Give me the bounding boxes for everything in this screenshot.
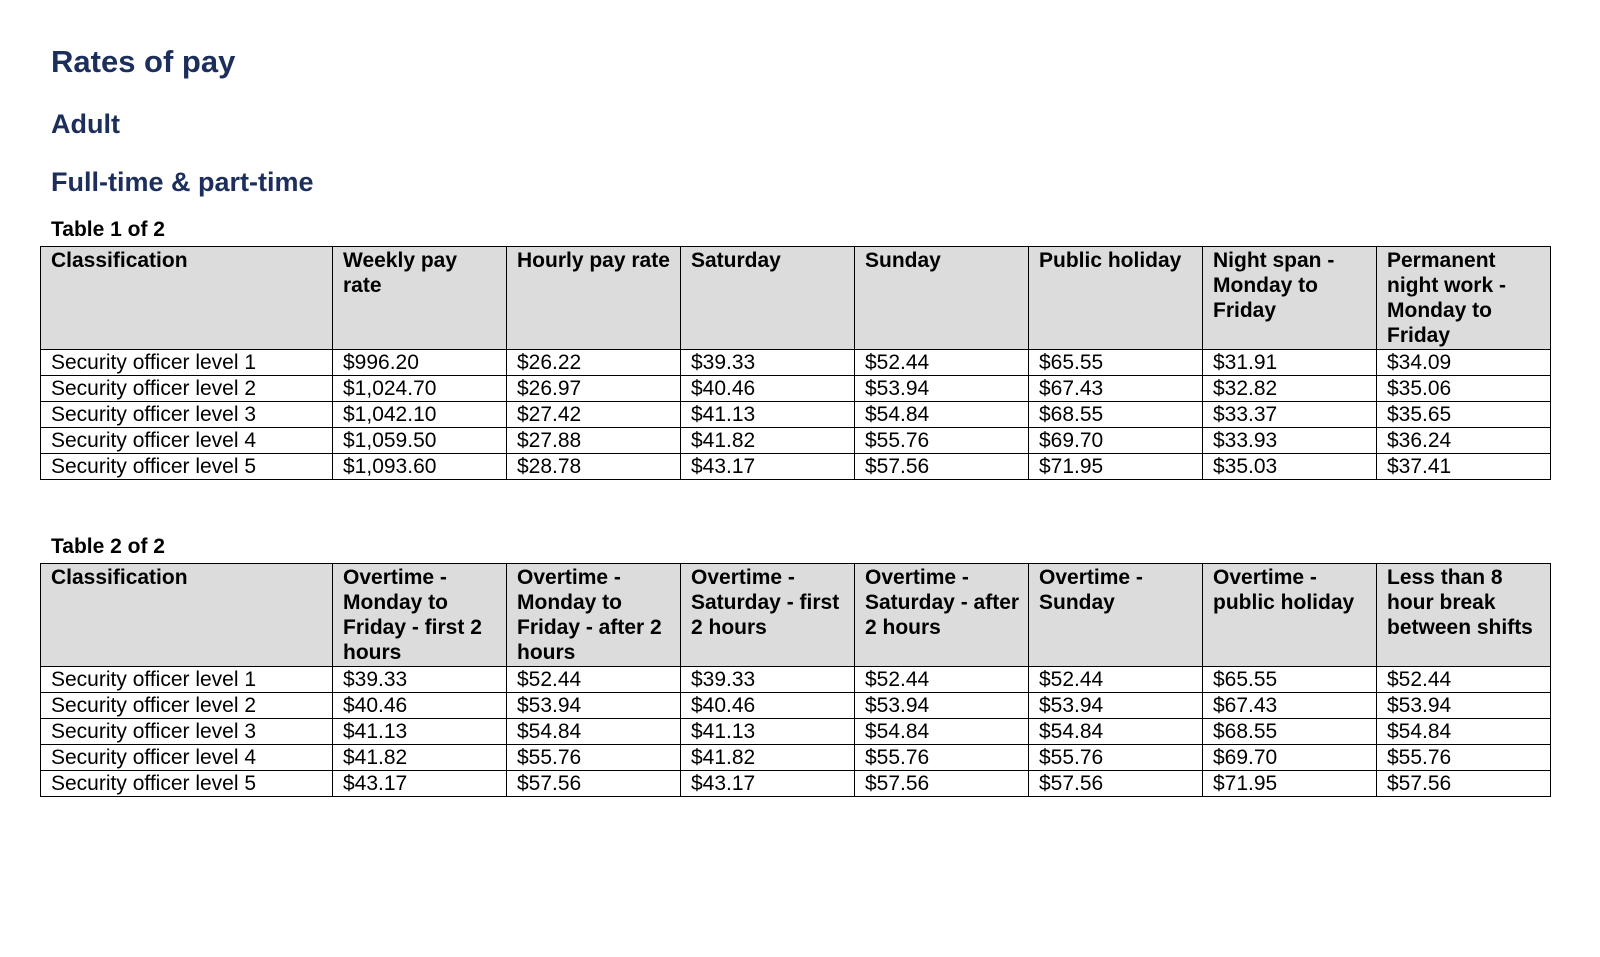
table-cell: $53.94 [855,376,1029,402]
table-cell: $55.76 [1029,745,1203,771]
table-cell: Security officer level 2 [41,376,333,402]
table-cell: $35.06 [1377,376,1551,402]
table-cell: $43.17 [681,454,855,480]
table-cell: $41.13 [681,719,855,745]
table-cell: $68.55 [1029,402,1203,428]
table-cell: $996.20 [333,350,507,376]
table-cell: $37.41 [1377,454,1551,480]
table-cell: $39.33 [333,667,507,693]
table-cell: $54.84 [855,402,1029,428]
table-row [41,402,1551,428]
column-header-classification: Classification [41,247,333,350]
table-cell: Security officer level 5 [41,771,333,797]
table-cell: $1,042.10 [333,402,507,428]
table-header-row [41,247,1551,350]
table-cell: $52.44 [855,350,1029,376]
table-cell: $43.17 [681,771,855,797]
table-row [41,376,1551,402]
table-cell: $27.42 [507,402,681,428]
table-cell: $52.44 [507,667,681,693]
table-cell: Security officer level 3 [41,402,333,428]
table-cell: $67.43 [1029,376,1203,402]
column-header-overtime-saturday-after-2h: Overtime - Saturday - after 2 hours [855,564,1029,667]
table-cell: $41.82 [681,428,855,454]
table-cell: $57.56 [855,771,1029,797]
table-cell: $31.91 [1203,350,1377,376]
table-cell: $28.78 [507,454,681,480]
table-cell: $40.46 [333,693,507,719]
table-cell: $39.33 [681,350,855,376]
table-cell: $34.09 [1377,350,1551,376]
table-row [41,771,1551,797]
table-cell: $67.43 [1203,693,1377,719]
table-cell: $55.76 [855,428,1029,454]
table-cell: $39.33 [681,667,855,693]
column-header-classification: Classification [41,564,333,667]
rates-table-2 [40,563,1551,797]
table-cell: Security officer level 5 [41,454,333,480]
section-heading-employment-type: Full-time & part-time [51,167,314,197]
table-cell: $53.94 [1029,693,1203,719]
table-cell: Security officer level 1 [41,667,333,693]
table-1-caption: Table 1 of 2 [51,218,165,241]
table-cell: $32.82 [1203,376,1377,402]
table-cell: $55.76 [1377,745,1551,771]
table-cell: $35.65 [1377,402,1551,428]
table-cell: $41.82 [681,745,855,771]
column-header-night-span: Night span - Monday to Friday [1203,247,1377,350]
table-cell: $26.97 [507,376,681,402]
table-cell: $68.55 [1203,719,1377,745]
table-cell: $69.70 [1203,745,1377,771]
table-cell: $54.84 [1377,719,1551,745]
table-cell: $40.46 [681,376,855,402]
table-cell: $41.13 [333,719,507,745]
table-cell: $54.84 [507,719,681,745]
table-cell: $53.94 [1377,693,1551,719]
table-cell: $53.94 [507,693,681,719]
table-row [41,667,1551,693]
table-cell: Security officer level 4 [41,428,333,454]
table-cell: $71.95 [1029,454,1203,480]
table-row [41,428,1551,454]
table-cell: Security officer level 1 [41,350,333,376]
table-cell: $33.37 [1203,402,1377,428]
table-cell: $65.55 [1029,350,1203,376]
table-cell: $35.03 [1203,454,1377,480]
table-cell: $65.55 [1203,667,1377,693]
table-cell: $40.46 [681,693,855,719]
table-cell: Security officer level 4 [41,745,333,771]
table-cell: $33.93 [1203,428,1377,454]
table-cell: Security officer level 2 [41,693,333,719]
table-cell: $69.70 [1029,428,1203,454]
column-header-weekly-pay-rate: Weekly pay rate [333,247,507,350]
column-header-overtime-public-holiday: Overtime - public holiday [1203,564,1377,667]
table-cell: $54.84 [1029,719,1203,745]
table-cell: $57.56 [855,454,1029,480]
table-header-row [41,564,1551,667]
table-row [41,693,1551,719]
table-2-caption: Table 2 of 2 [51,535,165,558]
column-header-public-holiday: Public holiday [1029,247,1203,350]
table-cell: $52.44 [1377,667,1551,693]
section-heading-adult: Adult [51,109,120,139]
table-cell: $52.44 [855,667,1029,693]
table-cell: $1,093.60 [333,454,507,480]
table-cell: $54.84 [855,719,1029,745]
table-cell: $57.56 [1377,771,1551,797]
rates-table-1 [40,246,1551,480]
table-row [41,454,1551,480]
table-cell: $55.76 [507,745,681,771]
column-header-hourly-pay-rate: Hourly pay rate [507,247,681,350]
table-cell: $52.44 [1029,667,1203,693]
page-title: Rates of pay [51,44,236,79]
table-cell: $53.94 [855,693,1029,719]
table-cell: $71.95 [1203,771,1377,797]
column-header-sunday: Sunday [855,247,1029,350]
table-cell: $57.56 [507,771,681,797]
column-header-overtime-mon-fri-first-2h: Overtime - Monday to Friday - first 2 hours [333,564,507,667]
table-cell: $41.82 [333,745,507,771]
table-cell: $55.76 [855,745,1029,771]
table-cell: Security officer level 3 [41,719,333,745]
table-cell: $1,059.50 [333,428,507,454]
column-header-overtime-sunday: Overtime - Sunday [1029,564,1203,667]
table-row [41,719,1551,745]
table-cell: $26.22 [507,350,681,376]
table-cell: $36.24 [1377,428,1551,454]
table-cell: $57.56 [1029,771,1203,797]
column-header-overtime-saturday-first-2h: Overtime - Saturday - first 2 hours [681,564,855,667]
table-row [41,350,1551,376]
table-row [41,745,1551,771]
column-header-short-break: Less than 8 hour break between shifts [1377,564,1551,667]
table-cell: $43.17 [333,771,507,797]
table-cell: $27.88 [507,428,681,454]
column-header-saturday: Saturday [681,247,855,350]
table-cell: $1,024.70 [333,376,507,402]
column-header-overtime-mon-fri-after-2h: Overtime - Monday to Friday - after 2 hours [507,564,681,667]
table-cell: $41.13 [681,402,855,428]
column-header-permanent-night-work: Permanent night work - Monday to Friday [1377,247,1551,350]
